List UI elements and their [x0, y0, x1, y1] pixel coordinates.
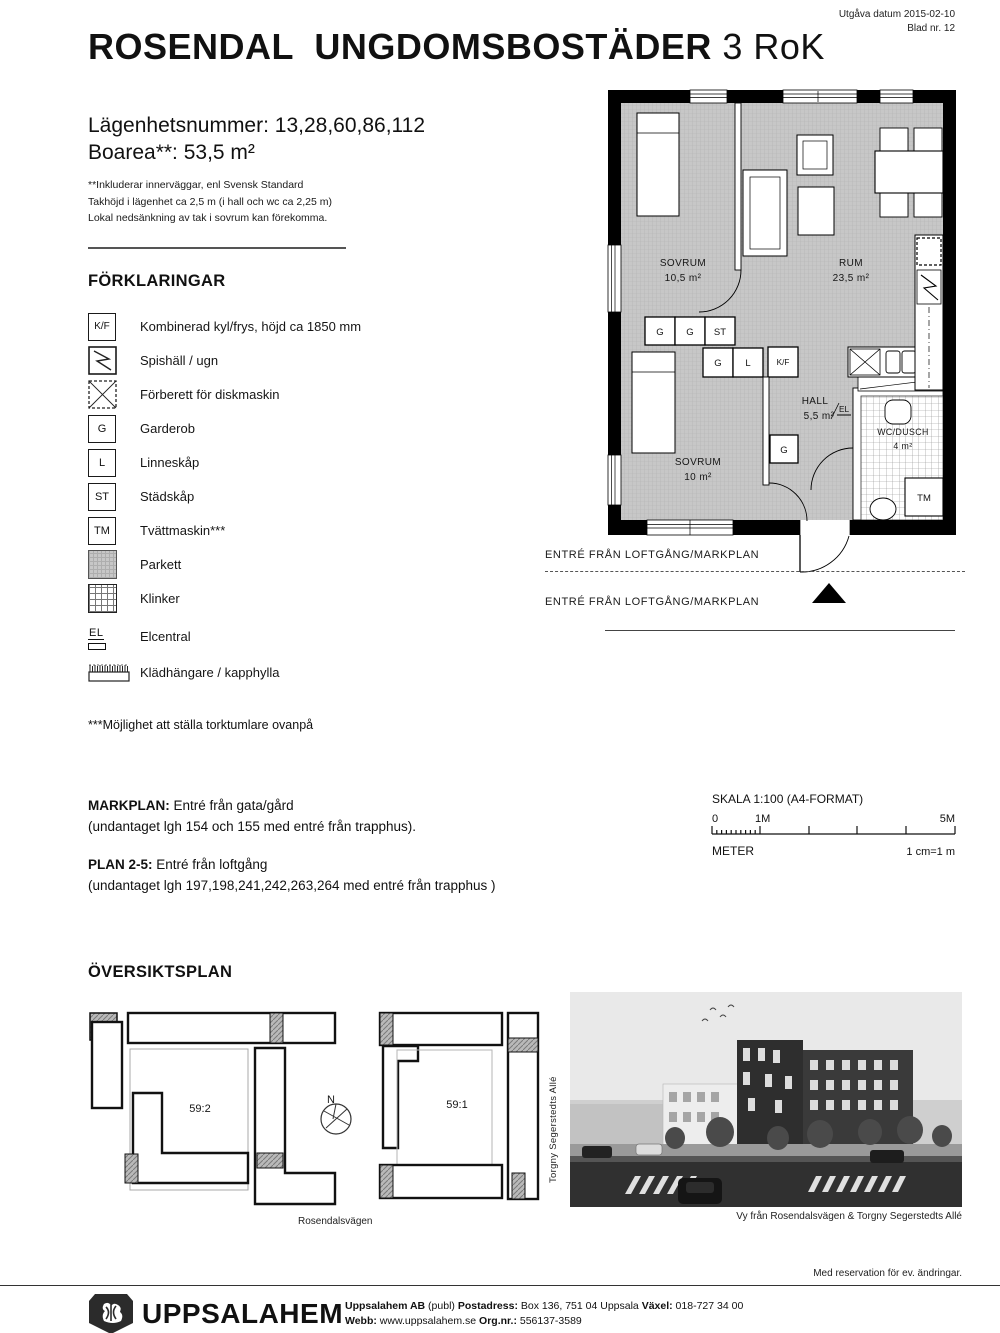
legend-item-kladhangare: Klädhängare / kapphylla [88, 658, 418, 687]
entry-door [800, 520, 850, 572]
svg-text:G: G [714, 358, 722, 369]
floor-plan [600, 85, 960, 577]
footer-website: www.uppsalahem.se [376, 1315, 480, 1327]
dishwasher-prep-icon [88, 380, 117, 409]
linen-cabinet-symbol: L [88, 449, 116, 477]
disclaimer: Med reservation för ev. ändringar. [813, 1268, 962, 1279]
issue-date: Utgåva datum 2015-02-10 [838, 9, 955, 20]
svg-text:RUM: RUM [839, 258, 863, 269]
sofa [743, 170, 787, 256]
photo-caption: Vy från Rosendalsvägen & Torgny Segerstedts Allé [736, 1211, 962, 1222]
legend-item-elcentral: EL Elcentral [88, 622, 418, 651]
plan25-label: PLAN 2-5: [88, 857, 153, 872]
entry-label-1: ENTRÉ FRÅN LOFTGÅNG/MARKPLAN [545, 549, 760, 561]
title-main: ROSENDAL UNGDOMSBOSTÄDER [88, 26, 712, 67]
site-block-59-2 [90, 1013, 335, 1204]
page-title [88, 26, 825, 68]
fridge-freezer-symbol: K/F [88, 313, 116, 341]
svg-text:L: L [745, 358, 751, 369]
bed [632, 352, 675, 453]
apartment-area: Boarea**: 53,5 m² [88, 141, 255, 164]
legend-item-linneskap: L Linneskåp [88, 448, 418, 477]
washing-machine-symbol: TM [88, 517, 116, 545]
wardrobe-symbol: G [88, 415, 116, 443]
svg-text:5,5 m²: 5,5 m² [803, 411, 835, 422]
overview-heading: ÖVERSIKTSPLAN [88, 963, 233, 981]
svg-text:10,5 m²: 10,5 m² [664, 273, 702, 284]
apartment-numbers: Lägenhetsnummer: 13,28,60,86,112 [88, 114, 426, 137]
parquet-swatch [88, 550, 117, 579]
svg-text:EL: EL [838, 405, 850, 414]
entry-label-2: ENTRÉ FRÅN LOFTGÅNG/MARKPLAN [545, 596, 760, 608]
footer-contact: Uppsalahem AB (publ) Postadress: Box 136, 751 04 Uppsala Växel: 018-727 34 00 Webb: www.uppsalahem.se Org.nr.: 556137-3589 [345, 1300, 744, 1327]
svg-text:SOVRUM: SOVRUM [674, 457, 722, 468]
svg-text:WC/DUSCH: WC/DUSCH [877, 427, 929, 437]
svg-text:5M: 5M [939, 813, 955, 825]
section-dashed-line [545, 571, 965, 572]
legend-item-parkett: Parkett [88, 550, 418, 579]
title-rok: 3 RoK [722, 26, 825, 67]
legend-heading: FÖRKLARINGAR [88, 272, 226, 290]
stove-icon [88, 346, 117, 375]
svg-text:59:2: 59:2 [189, 1103, 211, 1115]
street-label-rosendalsvagen: Rosendalsvägen [298, 1216, 373, 1227]
legend-item-kf: K/F Kombinerad kyl/frys, höjd ca 1850 mm [88, 312, 418, 341]
site-block-59-1 [380, 1013, 538, 1199]
north-compass [321, 1094, 351, 1134]
plan-info: MARKPLAN: Entré från gata/gård (undantaget lgh 154 och 155 med entré från trapphus). PLAN 2-5: Entré från loftgång (undantaget lgh 197,198,241,242,263,264 med entré från trapphus ) [88, 798, 496, 893]
brand-name: UPPSALAHEM [142, 1298, 344, 1329]
building-photo [570, 992, 962, 1207]
scale-bar [710, 812, 965, 860]
svg-text:K/F: K/F [776, 358, 790, 367]
divider-line [605, 630, 955, 631]
sink [886, 351, 900, 373]
cleaning-cabinet-symbol: ST [88, 483, 116, 511]
svg-text:TM: TM [917, 493, 931, 504]
svg-text:59:1: 59:1 [446, 1099, 468, 1111]
entry-arrow [812, 583, 846, 603]
svg-text:G: G [656, 327, 664, 338]
markplan-label: MARKPLAN: [88, 798, 170, 813]
toilet [870, 498, 896, 520]
legend [88, 312, 418, 692]
legend-item-garderob: G Garderob [88, 414, 418, 443]
svg-text:G: G [780, 445, 788, 456]
table [798, 187, 834, 235]
scale-title: SKALA 1:100 (A4-FORMAT) [712, 792, 864, 806]
svg-text:1M: 1M [755, 813, 771, 825]
svg-text:0: 0 [712, 813, 719, 825]
legend-item-tvattmaskin: TM Tvättmaskin*** [88, 516, 418, 545]
legend-item-klinker: Klinker [88, 584, 418, 613]
coat-rack-icon [88, 663, 130, 683]
washbasin [885, 400, 911, 424]
svg-text:4 m²: 4 m² [893, 441, 913, 451]
apartment-notes: **Inkluderar innerväggar, enl Svensk Standard Takhöjd i lägenhet ca 2,5 m (i hall och wc ca 2,25 m) Lokal nedsänkning av tak i sovrum kan förekomma. [88, 179, 332, 224]
electrical-panel-symbol: EL [88, 623, 106, 650]
svg-text:METER: METER [712, 844, 754, 858]
svg-text:N: N [327, 1094, 335, 1106]
svg-text:SOVRUM: SOVRUM [659, 258, 707, 269]
svg-text:ST: ST [713, 327, 727, 338]
street-label-torgny: Torgny Segerstedts Allé [548, 1076, 559, 1183]
bed [637, 113, 679, 216]
sheet-number: Blad nr. 12 [907, 23, 955, 34]
svg-text:G: G [686, 327, 694, 338]
footer-brand [88, 1293, 343, 1333]
svg-text:HALL: HALL [801, 396, 829, 407]
svg-text:1 cm=1 m: 1 cm=1 m [906, 846, 955, 858]
site-plan [88, 1005, 563, 1233]
tile-swatch [88, 584, 117, 613]
svg-text:23,5 m²: 23,5 m² [832, 273, 870, 284]
bathroom [853, 388, 943, 520]
legend-item-dishwasher: Förberett för diskmaskin [88, 380, 418, 409]
legend-item-stadskap: ST Städskåp [88, 482, 418, 511]
legend-footnote: ***Möjlighet att ställa torktumlare ovanpå [88, 718, 314, 732]
footer-divider [0, 1285, 1000, 1286]
divider [88, 247, 346, 249]
uppsalahem-logo-icon [88, 1293, 134, 1333]
legend-item-stove: Spishäll / ugn [88, 346, 418, 375]
svg-text:10 m²: 10 m² [684, 472, 712, 483]
